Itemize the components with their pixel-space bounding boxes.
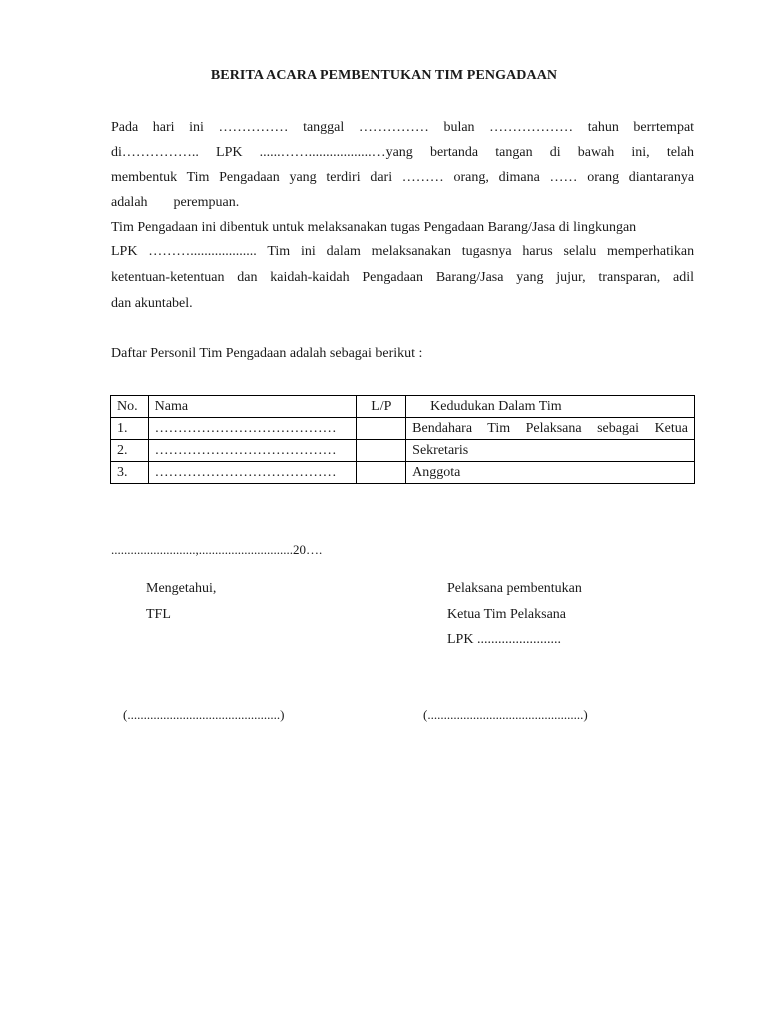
text: kaidah-kaidah: [270, 270, 350, 285]
text: LPK: [216, 145, 243, 160]
left-sig-line1: Mengetahui,: [146, 581, 217, 596]
blank-bulan: ………………: [489, 120, 574, 135]
paragraph1-line4: [111, 195, 694, 211]
text: selalu: [563, 244, 597, 259]
text: ini: [189, 120, 204, 135]
text: Tim: [267, 244, 291, 259]
cell-kedudukan: Bendahara Tim Pelaksana sebagai Ketua: [406, 418, 695, 440]
text: Pada hari: [111, 120, 175, 135]
text: yang: [516, 270, 544, 285]
header-kedudukan: Kedudukan Dalam Tim: [406, 396, 695, 418]
cell-lp: [357, 418, 406, 440]
text: dari: [370, 170, 393, 185]
blank-lpk: ......……..................…yang: [259, 145, 413, 160]
text: adalah: [111, 195, 148, 210]
header-no: No.: [111, 396, 149, 418]
header-lp: L/P: [357, 396, 406, 418]
blank-lpk: ………...................: [148, 244, 257, 259]
blank-jumlah: ………: [401, 170, 444, 185]
text: terdiri: [326, 170, 361, 185]
table-row: [111, 462, 695, 484]
text: tahun: [587, 120, 619, 135]
right-sig-line1: Pelaksana pembentukan: [447, 581, 582, 596]
text: tangan: [495, 145, 533, 160]
table-row: [111, 440, 695, 462]
blank-hari: ……………: [218, 120, 289, 135]
paragraph1-line2: [111, 145, 694, 161]
blank-tanggal: ……………: [358, 120, 429, 135]
paragraph1-line3: [111, 170, 694, 186]
text: memperhatikan: [607, 244, 695, 259]
text: transparan,: [598, 270, 661, 285]
cell-kedudukan: Anggota: [406, 462, 695, 484]
cell-nama: …………………………………: [148, 462, 357, 484]
text: dalam: [326, 244, 361, 259]
text: bulan: [443, 120, 475, 135]
text: orang: [587, 170, 620, 185]
blank-tempat: di……………..: [111, 145, 199, 160]
text: adil: [673, 270, 695, 285]
text: Pengadaan: [219, 170, 280, 185]
left-sig-line2: TFL: [146, 607, 171, 622]
text: telah: [666, 145, 695, 160]
text: tugasnya: [461, 244, 512, 259]
text: diantaranya: [628, 170, 695, 185]
text: ini,: [631, 145, 650, 160]
text: membentuk: [111, 170, 178, 185]
paragraph2-line4: dan akuntabel.: [111, 296, 193, 311]
table-header-row: [111, 396, 695, 418]
cell-kedudukan: Sekretaris: [406, 440, 695, 462]
text: ketentuan-ketentuan: [111, 270, 225, 285]
date-line: ..........................,.............................20….: [111, 542, 323, 557]
personnel-table: [110, 395, 695, 484]
text: Barang/Jasa: [435, 270, 504, 285]
blank-perempuan: ……: [549, 170, 578, 185]
cell-no: 3.: [111, 462, 149, 484]
text: dan: [237, 270, 258, 285]
paragraph2-line2: [111, 244, 694, 260]
text: dimana: [498, 170, 540, 185]
paragraph1-line1: [111, 120, 694, 136]
cell-lp: [357, 462, 406, 484]
text: bawah: [577, 145, 615, 160]
right-sig-line2: Ketua Tim Pelaksana: [447, 607, 566, 622]
text: Pengadaan: [362, 270, 424, 285]
right-signature-blank: (................................................): [423, 707, 588, 722]
text: ini: [301, 244, 316, 259]
cell-lp: [357, 440, 406, 462]
cell-nama: …………………………………: [148, 418, 357, 440]
text: di: [549, 145, 561, 160]
cell-nama: …………………………………: [148, 440, 357, 462]
text: bertanda: [429, 145, 479, 160]
text: jujur,: [556, 270, 586, 285]
text: orang,: [453, 170, 489, 185]
daftar-intro: Daftar Personil Tim Pengadaan adalah sebagai berikut :: [111, 346, 423, 361]
text: melaksanakan: [371, 244, 451, 259]
cell-no: 1.: [111, 418, 149, 440]
header-nama: Nama: [148, 396, 357, 418]
right-sig-line3: LPK ........................: [447, 632, 561, 647]
left-signature-blank: (...............................................): [123, 707, 285, 722]
paragraph2-line1: Tim Pengadaan ini dibentuk untuk melaksanakan tugas Pengadaan Barang/Jasa di lingkungan: [111, 220, 637, 235]
paragraph2-line3: [111, 270, 694, 286]
text: Tim: [186, 170, 210, 185]
text: perempuan.: [173, 195, 240, 210]
text: berrtempat: [633, 120, 695, 135]
text: yang: [289, 170, 317, 185]
text: tanggal: [303, 120, 345, 135]
text: harus: [522, 244, 553, 259]
cell-no: 2.: [111, 440, 149, 462]
document-title: BERITA ACARA PEMBENTUKAN TIM PENGADAAN: [210, 68, 558, 83]
text: LPK: [111, 244, 138, 259]
table-row: [111, 418, 695, 440]
